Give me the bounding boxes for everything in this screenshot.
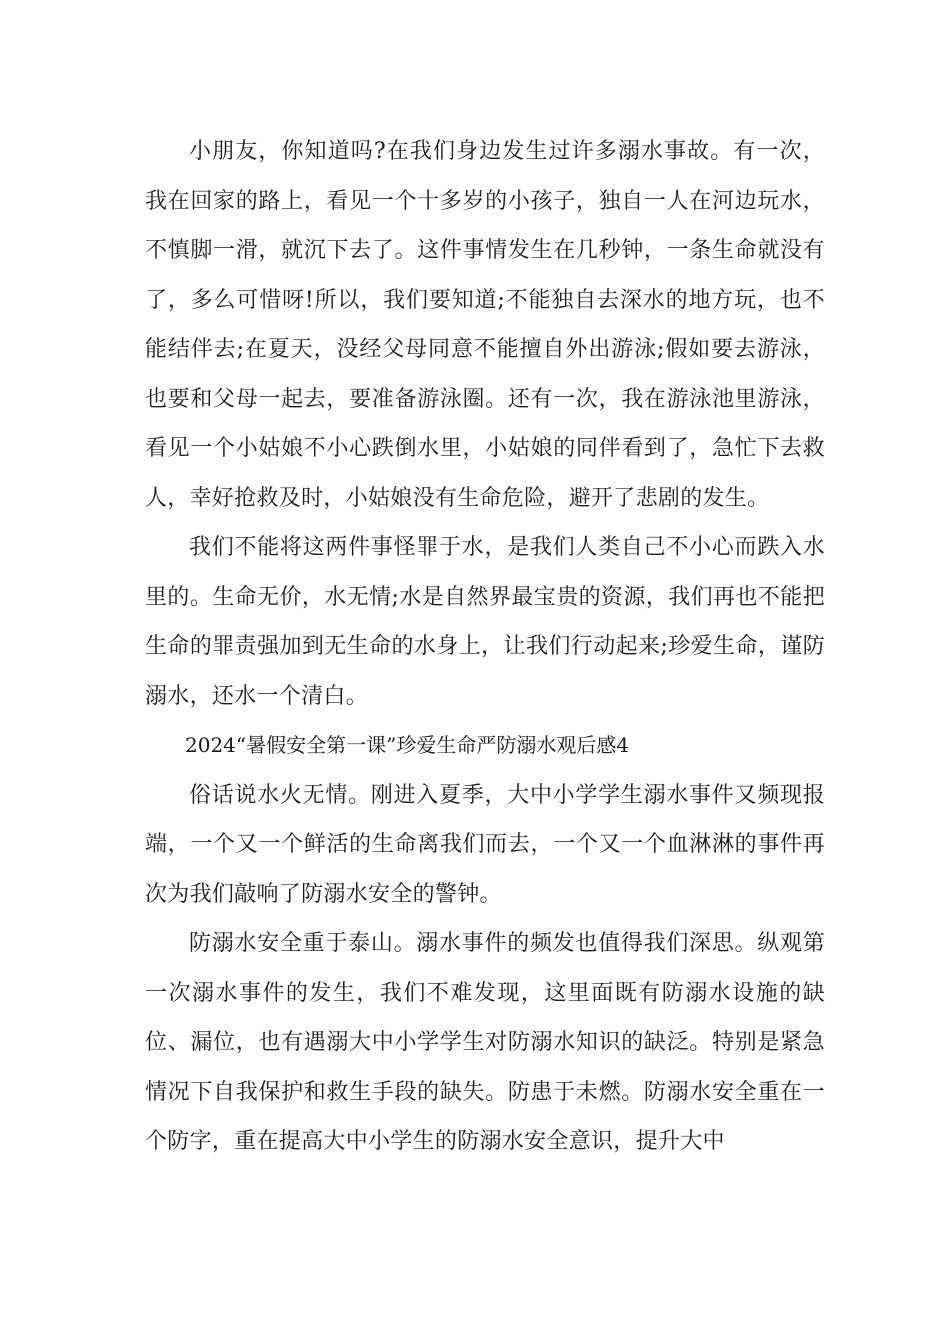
- section-title: 2024“暑假安全第一课”珍爱生命严防溺水观后感4: [185, 733, 630, 757]
- paragraph-drowning-incidents: 小朋友，你知道吗?在我们身边发生过许多溺水事故。有一次，我在回家的路上，看见一个十多岁的小孩子，独自一人在河边玩水，不慎脚一滑，就沉下去了。这件事情发生在几秒钟，一条生命就没有了，多么可惜呀!所以，我们要知道;不能独自去深水的地方玩，也不能结伴去;在夏天，没经父母同意不能擅自外出游泳;假如要去游泳，也要和父母一起去，要准备游泳圈。还有一次，我在游泳池里游泳，看见一个小姑娘不小心跌倒水里，小姑娘的同伴看到了，急忙下去救人，幸好抢救及时，小姑娘没有生命危险，避开了悲剧的发生。: [145, 139, 825, 511]
- paragraph-safety-prevention: 防溺水安全重于泰山。溺水事件的频发也值得我们深思。纵观第一次溺水事件的发生，我们不难发现，这里面既有防溺水设施的缺位、漏位，也有遇溺大中小学学生对防溺水知识的缺泛。特别是紧急情况下自我保护和救生手段的缺失。防患于未燃。防溺水安全重在一个防字，重在提高大中小学生的防溺水安全意识，提升大中: [145, 931, 825, 1154]
- paragraph-cherish-life: 我们不能将这两件事怪罪于水，是我们人类自己不小心而跌入水里的。生命无价，水无情;水是自然界最宝贵的资源，我们再也不能把生命的罪责强加到无生命的水身上，让我们行动起来;珍爱生命，谨防溺水，还水一个清白。: [145, 535, 825, 709]
- document-body: [145, 127, 825, 1167]
- paragraph-water-fire-merciless: 俗话说水火无情。刚进入夏季，大中小学学生溺水事件又频现报端，一个又一个鲜活的生命离我们而去，一个又一个血淋淋的事件再次为我们敲响了防溺水安全的警钟。: [145, 782, 825, 907]
